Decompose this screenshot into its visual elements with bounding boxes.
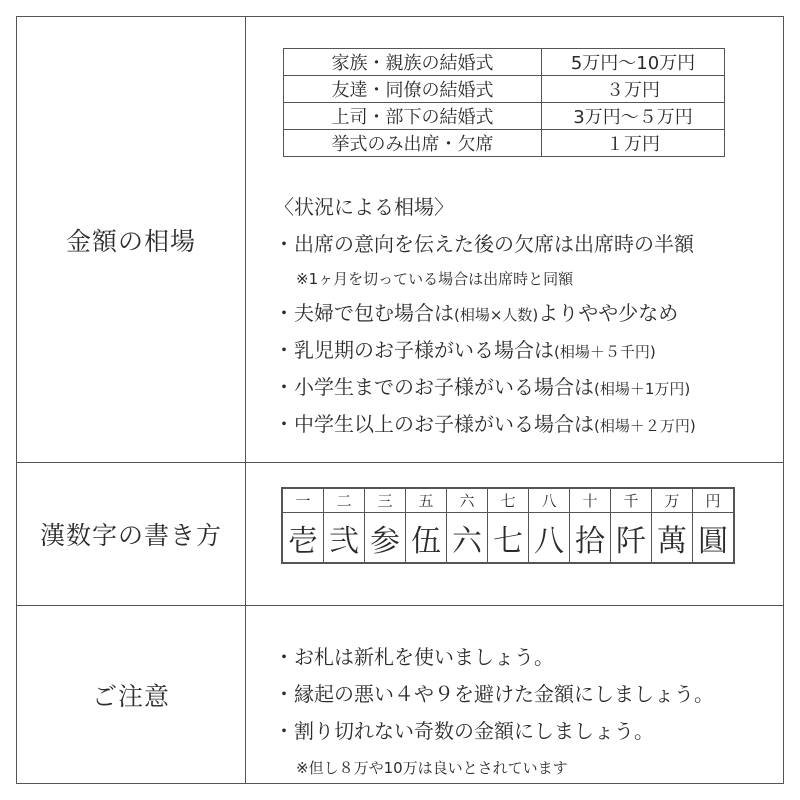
kanji-plain-cell: 円 <box>693 488 735 513</box>
list-item-note: ※但し８万や10万は良いとされています <box>296 759 568 777</box>
list-item-text: ・夫婦で包む場合は <box>274 301 454 325</box>
kanji-plain-cell: 二 <box>324 488 365 513</box>
list-item-text: ・小学生までのお子様がいる場合は <box>274 375 594 399</box>
list-item: ・縁起の悪い４や９を避けた金額にしましょう。 <box>274 682 714 706</box>
kanji-plain-cell: 十 <box>570 488 611 513</box>
rates-section-label: 金額の相場 <box>65 226 196 256</box>
list-item-paren: (相場＋２万円) <box>594 417 696 435</box>
rate-amount: 3万円〜５万円 <box>542 103 725 130</box>
rate-case: 友達・同僚の結婚式 <box>284 76 542 103</box>
kanji-formal-cell: 伍 <box>406 513 447 564</box>
rate-case: 上司・部下の結婚式 <box>284 103 542 130</box>
kanji-plain-cell: 万 <box>652 488 693 513</box>
kanji-formal-cell: 拾 <box>570 513 611 564</box>
kanji-plain-cell: 六 <box>447 488 488 513</box>
kanji-formal-cell: 阡 <box>611 513 652 564</box>
list-item-text: よりやや少なめ <box>538 301 679 325</box>
list-item-paren: (相場＋1万円) <box>594 380 691 398</box>
kanji-formal-cell: 参 <box>365 513 406 564</box>
rate-case: 挙式のみ出席・欠席 <box>284 130 542 157</box>
list-item: ・出席の意向を伝えた後の欠席は出席時の半額 <box>274 232 694 256</box>
list-item-paren: (相場＋５千円) <box>554 343 656 361</box>
list-item-text: ・中学生以上のお子様がいる場合は <box>274 412 594 436</box>
list-item: ・お札は新札を使いましょう。 <box>274 645 554 669</box>
kanji-plain-cell: 三 <box>365 488 406 513</box>
list-item: ・割り切れない奇数の金額にしましょう。 <box>274 719 654 743</box>
kanji-formal-cell: 六 <box>447 513 488 564</box>
kanji-plain-cell: 七 <box>488 488 529 513</box>
info-table-frame <box>16 16 784 784</box>
situation-heading: 〈状況による相場〉 <box>274 195 454 219</box>
care-section-label: ご注意 <box>91 681 170 711</box>
kanji-plain-cell: 千 <box>611 488 652 513</box>
list-item-note: ※1ヶ月を切っている場合は出席時と同額 <box>296 270 574 288</box>
kanji-formal-cell: 七 <box>488 513 529 564</box>
list-item-text: ・乳児期のお子様がいる場合は <box>274 338 554 362</box>
kanji-formal-cell: 圓 <box>693 513 735 564</box>
kanji-plain-cell: 八 <box>529 488 570 513</box>
kanji-formal-cell: 八 <box>529 513 570 564</box>
kanji-plain-cell: 一 <box>282 488 324 513</box>
rate-amount: ３万円 <box>542 76 725 103</box>
care-list <box>274 639 714 787</box>
care-section <box>246 17 783 783</box>
rate-amount: １万円 <box>542 130 725 157</box>
kanji-plain-cell: 五 <box>406 488 447 513</box>
list-item-paren: (相場×人数) <box>454 306 539 324</box>
kanji-formal-cell: 萬 <box>652 513 693 564</box>
kanji-formal-cell: 壱 <box>282 513 324 564</box>
rate-amount: 5万円〜10万円 <box>542 49 725 76</box>
kanji-section-label: 漢数字の書き方 <box>39 521 222 550</box>
rate-case: 家族・親族の結婚式 <box>284 49 542 76</box>
kanji-formal-cell: 弐 <box>324 513 365 564</box>
